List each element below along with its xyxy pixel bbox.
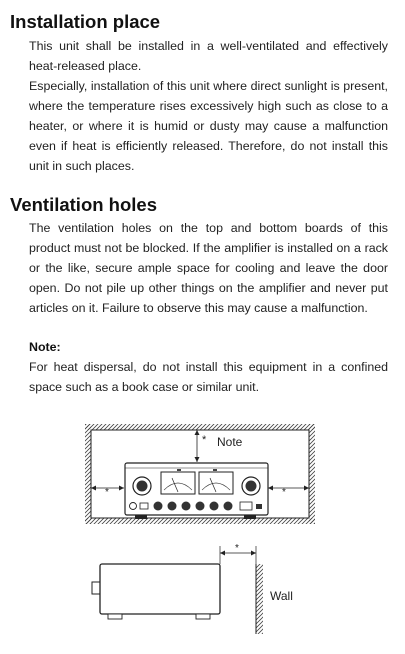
ventilation-paragraph: The ventilation holes on the top and bottom boards of this product must not be blocked. If the amplifier is installed on a rack or the like, secure ample space for cooling and leave the door open. Do not pile up other things on the amplifier and never put articles on it. Failure to observe this may cause a malfunction. (29, 221, 388, 315)
ventilation-holes-heading: Ventilation holes (10, 194, 157, 215)
installation-paragraph-2: Especially, installation of this unit where direct sunlight is present, where the temperature rises excessively high such as close to a heater, or where it is humid or dusty may cause a malfunction even if heat is efficiently released. Therefore, do not install this unit in such places. (29, 79, 388, 173)
wall-hatching (256, 564, 263, 634)
side-view-wall-diagram (86, 538, 316, 638)
top-clearance-star: * (202, 434, 207, 446)
amplifier-side-view (92, 564, 220, 619)
rear-clearance-star: * (235, 543, 239, 554)
wall-label: Wall (270, 589, 293, 603)
right-clearance-star: * (282, 487, 286, 498)
note-label: Note: (29, 340, 61, 354)
top-clearance-note-label: Note (217, 435, 243, 449)
installation-paragraph-1: This unit shall be installed in a well-ventilated and effectively heat-released place. (29, 39, 388, 73)
note-paragraph: For heat dispersal, do not install this equipment in a confined space such as a book case or similar unit. (29, 360, 388, 394)
installation-place-heading: Installation place (10, 11, 161, 32)
amplifier-front-panel (125, 463, 268, 519)
left-clearance-star: * (105, 487, 109, 498)
cabinet-front-diagram (80, 418, 320, 532)
